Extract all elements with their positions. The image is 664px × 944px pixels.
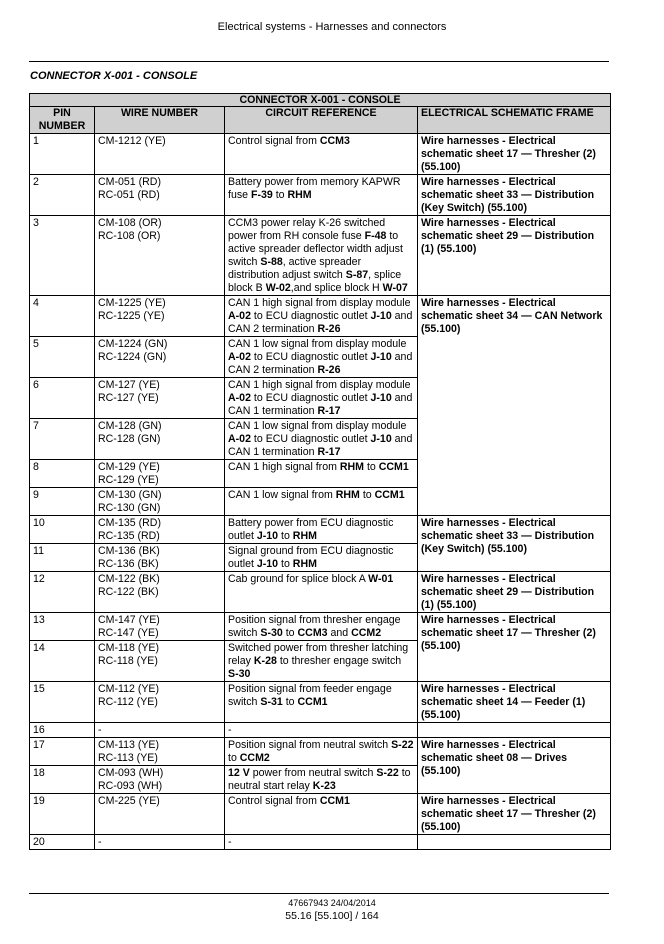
circuit-text: Signal ground from ECU diagnostic outlet [228, 545, 394, 570]
circuit-text: and CAN 1 termination [228, 433, 413, 458]
pin-number-cell: 13 [30, 613, 95, 641]
table-row [30, 738, 611, 766]
component-id: S-22 [391, 739, 414, 751]
wire-number-cell [95, 723, 225, 738]
wire-number: RC-128 (GN) [98, 433, 161, 445]
wire-number: RC-1224 (GN) [98, 351, 167, 363]
table-row [30, 175, 611, 216]
component-id: CCM1 [374, 489, 405, 501]
circuit-text: to [278, 558, 293, 570]
table-row [30, 572, 611, 613]
circuit-text: to neutral start relay [228, 767, 411, 792]
wire-number: CM-051 (RD) [98, 176, 161, 188]
component-id: CCM2 [239, 752, 270, 764]
wire-number-cell [95, 766, 225, 794]
circuit-text: Control signal from [228, 135, 320, 147]
circuit-text: and CAN 2 termination [228, 310, 413, 335]
circuit-text: CAN 1 low signal from display module [228, 338, 407, 350]
wire-number: RC-136 (BK) [98, 558, 159, 570]
circuit-reference-cell [225, 544, 418, 572]
table-row [30, 296, 611, 337]
circuit-reference-cell [225, 766, 418, 794]
wire-number-cell [95, 738, 225, 766]
circuit-reference-cell [225, 613, 418, 641]
circuit-reference-cell [225, 572, 418, 613]
pin-number-cell: 14 [30, 641, 95, 682]
circuit-reference-cell [225, 460, 418, 488]
wire-number: CM-1224 (GN) [98, 338, 168, 350]
component-id: CCM1 [378, 461, 409, 473]
component-id: RHM [335, 489, 360, 501]
circuit-reference-cell [225, 419, 418, 460]
table-row [30, 794, 611, 835]
pin-number-cell: 17 [30, 738, 95, 766]
table-row [30, 516, 611, 544]
circuit-text: Position signal from thresher engage switch [228, 614, 401, 639]
wire-number-cell [95, 175, 225, 216]
wire-number: CM-118 (YE) [98, 642, 160, 654]
pin-number-cell: 8 [30, 460, 95, 488]
circuit-text: to [282, 696, 298, 708]
wire-number: CM-1225 (YE) [98, 297, 166, 309]
circuit-text: Position signal from feeder engage switch [228, 683, 392, 708]
circuit-reference-cell [225, 641, 418, 682]
wire-number: RC-118 (YE) [98, 655, 158, 667]
component-id: CCM2 [351, 627, 382, 639]
component-id: F-48 [364, 230, 387, 242]
circuit-text: CAN 1 low signal from display module [228, 420, 407, 432]
table-row [30, 134, 611, 175]
wire-number: RC-051 (RD) [98, 189, 160, 201]
wire-number: RC-147 (YE) [98, 627, 159, 639]
wire-number: RC-129 (YE) [98, 474, 159, 486]
component-id: R-17 [317, 405, 341, 417]
component-id: A-02 [228, 392, 251, 404]
section-title: CONNECTOR X-001 - CONSOLE [30, 70, 198, 82]
column-header-circuit: CIRCUIT REFERENCE [225, 107, 418, 134]
wire-number: CM-128 (GN) [98, 420, 162, 432]
circuit-text: , active spreader distribution adjust switch [228, 256, 362, 281]
schematic-frame-cell: Wire harnesses - Electrical schematic sheet 33 — Distribution (Key Switch) (55.100) [418, 175, 611, 216]
circuit-text: and CAN 2 termination [228, 351, 413, 376]
page-header: Electrical systems - Harnesses and connectors [217, 21, 447, 33]
component-id: RHM [287, 189, 312, 201]
schematic-frame-cell: Wire harnesses - Electrical schematic sheet 29 — Distribution (1) (55.100) [418, 572, 611, 613]
schematic-frame-cell: Wire harnesses - Electrical schematic sheet 17 — Thresher (2) (55.100) [418, 134, 611, 175]
circuit-text: - [228, 836, 232, 848]
wire-number: - [98, 724, 102, 736]
circuit-text: Switched power from thresher latching relay [228, 642, 409, 667]
circuit-text: to [282, 627, 298, 639]
component-id: J-10 [370, 433, 392, 445]
component-id: K-23 [312, 780, 336, 792]
component-id: 12 V [228, 767, 250, 779]
circuit-text: to [364, 461, 379, 473]
component-id: A-02 [228, 351, 251, 363]
column-header-pin: PIN NUMBER [30, 107, 95, 134]
wire-number: CM-122 (BK) [98, 573, 160, 585]
wire-number: CM-113 (YE) [98, 739, 160, 751]
schematic-frame-cell: Wire harnesses - Electrical schematic sheet 08 — Drives (55.100) [418, 738, 611, 794]
circuit-text: to ECU diagnostic outlet [250, 433, 371, 445]
wire-number: CM-136 (BK) [98, 545, 160, 557]
circuit-reference-cell [225, 516, 418, 544]
wire-number-cell [95, 794, 225, 835]
wire-number-cell [95, 419, 225, 460]
table-row [30, 835, 611, 850]
wire-number-cell [95, 682, 225, 723]
table-row [30, 682, 611, 723]
schematic-frame-cell: Wire harnesses - Electrical schematic sheet 33 — Distribution (Key Switch) (55.100) [418, 516, 611, 572]
table-body [30, 134, 611, 850]
component-id: S-87 [345, 269, 369, 281]
component-id: S-31 [260, 696, 283, 708]
wire-number: RC-112 (YE) [98, 696, 158, 708]
header-rule [29, 61, 609, 62]
circuit-reference-cell [225, 337, 418, 378]
component-id: S-30 [228, 668, 251, 680]
wire-number-cell [95, 296, 225, 337]
wire-number: RC-130 (GN) [98, 502, 161, 514]
circuit-text: to ECU diagnostic outlet [250, 392, 371, 404]
circuit-text: - [228, 724, 232, 736]
component-id: W-07 [382, 282, 408, 294]
component-id: J-10 [370, 351, 392, 363]
circuit-reference-cell [225, 378, 418, 419]
circuit-text: CAN 1 low signal from [228, 489, 336, 501]
wire-number: RC-135 (RD) [98, 530, 160, 542]
wire-number-cell [95, 572, 225, 613]
pin-number-cell: 7 [30, 419, 95, 460]
circuit-reference-cell [225, 175, 418, 216]
wire-number-cell [95, 835, 225, 850]
wire-number-cell [95, 613, 225, 641]
pin-number-cell: 20 [30, 835, 95, 850]
component-id: RHM [339, 461, 365, 473]
pin-number-cell: 6 [30, 378, 95, 419]
component-id: CCM3 [319, 135, 350, 147]
circuit-text: CAN 1 high signal from [228, 461, 340, 473]
pin-number-cell: 9 [30, 488, 95, 516]
circuit-text: ,and splice block H [290, 282, 383, 294]
wire-number: RC-122 (BK) [98, 586, 159, 598]
circuit-text: and CAN 1 termination [228, 392, 413, 417]
circuit-reference-cell [225, 488, 418, 516]
component-id: CCM3 [297, 627, 328, 639]
circuit-text: to [359, 489, 375, 501]
circuit-reference-cell [225, 738, 418, 766]
component-id: CCM1 [319, 795, 350, 807]
component-id: S-88 [260, 256, 283, 268]
wire-number: RC-1225 (YE) [98, 310, 165, 322]
pin-number-cell: 5 [30, 337, 95, 378]
circuit-text: to active spreader deflector width adjust switch [228, 230, 403, 268]
pin-number-cell: 12 [30, 572, 95, 613]
pin-number-cell: 15 [30, 682, 95, 723]
circuit-text: Battery power from memory KAPWR fuse [228, 176, 401, 201]
wire-number: CM-130 (GN) [98, 489, 162, 501]
wire-number-cell [95, 134, 225, 175]
circuit-text: CAN 1 high signal from display module [228, 379, 411, 391]
circuit-text: CCM3 power relay K-26 switched power from RH console fuse [228, 217, 386, 242]
wire-number-cell [95, 641, 225, 682]
wire-number-cell [95, 378, 225, 419]
wire-number: RC-127 (YE) [98, 392, 159, 404]
pin-number-cell: 3 [30, 216, 95, 296]
circuit-reference-cell [225, 216, 418, 296]
wire-number: CM-127 (YE) [98, 379, 160, 391]
schematic-frame-cell: Wire harnesses - Electrical schematic sheet 14 — Feeder (1) (55.100) [418, 682, 611, 723]
component-id: R-26 [317, 364, 341, 376]
table-row [30, 216, 611, 296]
wire-number: CM-112 (YE) [98, 683, 160, 695]
wire-number-cell [95, 337, 225, 378]
circuit-text: Battery power from ECU diagnostic outlet [228, 517, 394, 542]
wire-number: CM-108 (OR) [98, 217, 162, 229]
component-id: F-39 [250, 189, 273, 201]
schematic-frame-cell: Wire harnesses - Electrical schematic sheet 29 — Distribution (1) (55.100) [418, 216, 611, 296]
wire-number: - [98, 836, 102, 848]
circuit-reference-cell [225, 723, 418, 738]
circuit-text: to [272, 189, 288, 201]
circuit-text: to [228, 752, 240, 764]
circuit-reference-cell [225, 134, 418, 175]
circuit-text: CAN 1 high signal from display module [228, 297, 411, 309]
circuit-text: to thresher engage switch [276, 655, 402, 667]
pin-number-cell: 1 [30, 134, 95, 175]
schematic-frame-cell [418, 723, 611, 738]
component-id: CCM1 [297, 696, 328, 708]
component-id: RHM [292, 558, 317, 570]
table-row [30, 723, 611, 738]
component-id: A-02 [228, 433, 251, 445]
circuit-text: Cab ground for splice block A [228, 573, 369, 585]
table-caption: CONNECTOR X-001 - CONSOLE [30, 94, 611, 107]
wire-number: CM-225 (YE) [98, 795, 160, 807]
circuit-text: power from neutral switch [249, 767, 377, 779]
component-id: W-01 [368, 573, 394, 585]
circuit-text: to [278, 530, 293, 542]
pin-number-cell: 16 [30, 723, 95, 738]
circuit-reference-cell [225, 835, 418, 850]
wire-number: RC-093 (WH) [98, 780, 163, 792]
schematic-frame-cell: Wire harnesses - Electrical schematic sheet 17 — Thresher (2) (55.100) [418, 613, 611, 682]
wire-number: CM-129 (YE) [98, 461, 160, 473]
column-header-frame: ELECTRICAL SCHEMATIC FRAME [418, 107, 611, 134]
component-id: S-30 [260, 627, 283, 639]
circuit-text: Position signal from neutral switch [228, 739, 392, 751]
wire-number: CM-147 (YE) [98, 614, 160, 626]
column-header-wire: WIRE NUMBER [95, 107, 225, 134]
wire-number-cell [95, 488, 225, 516]
wire-number-cell [95, 216, 225, 296]
component-id: A-02 [228, 310, 251, 322]
component-id: R-17 [317, 446, 341, 458]
component-id: S-22 [376, 767, 399, 779]
circuit-text: and [327, 627, 352, 639]
pin-number-cell: 18 [30, 766, 95, 794]
pin-number-cell: 10 [30, 516, 95, 544]
wire-number: CM-093 (WH) [98, 767, 164, 779]
component-id: R-26 [317, 323, 341, 335]
wire-number: RC-108 (OR) [98, 230, 161, 242]
schematic-frame-cell: Wire harnesses - Electrical schematic sheet 17 — Thresher (2) (55.100) [418, 794, 611, 835]
circuit-reference-cell [225, 682, 418, 723]
wire-number-cell [95, 460, 225, 488]
pin-number-cell: 4 [30, 296, 95, 337]
footer-rule [29, 893, 609, 894]
circuit-text: Control signal from [228, 795, 320, 807]
document-reference: 47667943 24/04/2014 [288, 898, 376, 908]
pin-number-cell: 19 [30, 794, 95, 835]
wire-number-cell [95, 516, 225, 544]
connector-table [29, 93, 611, 850]
schematic-frame-cell: Wire harnesses - Electrical schematic sheet 34 — CAN Network (55.100) [418, 296, 611, 516]
table-row [30, 613, 611, 641]
circuit-text: , splice block B [228, 269, 402, 294]
circuit-reference-cell [225, 296, 418, 337]
wire-number: RC-113 (YE) [98, 752, 158, 764]
page-reference: 55.16 [55.100] / 164 [285, 910, 379, 922]
component-id: RHM [292, 530, 317, 542]
component-id: K-28 [253, 655, 277, 667]
circuit-text: to ECU diagnostic outlet [250, 310, 371, 322]
pin-number-cell: 2 [30, 175, 95, 216]
component-id: J-10 [370, 392, 392, 404]
component-id: J-10 [256, 558, 279, 570]
component-id: W-02 [265, 282, 291, 294]
component-id: J-10 [370, 310, 392, 322]
circuit-reference-cell [225, 794, 418, 835]
wire-number: CM-135 (RD) [98, 517, 161, 529]
wire-number-cell [95, 544, 225, 572]
pin-number-cell: 11 [30, 544, 95, 572]
schematic-frame-cell [418, 835, 611, 850]
component-id: J-10 [256, 530, 279, 542]
circuit-text: to ECU diagnostic outlet [250, 351, 371, 363]
wire-number: CM-1212 (YE) [98, 135, 166, 147]
